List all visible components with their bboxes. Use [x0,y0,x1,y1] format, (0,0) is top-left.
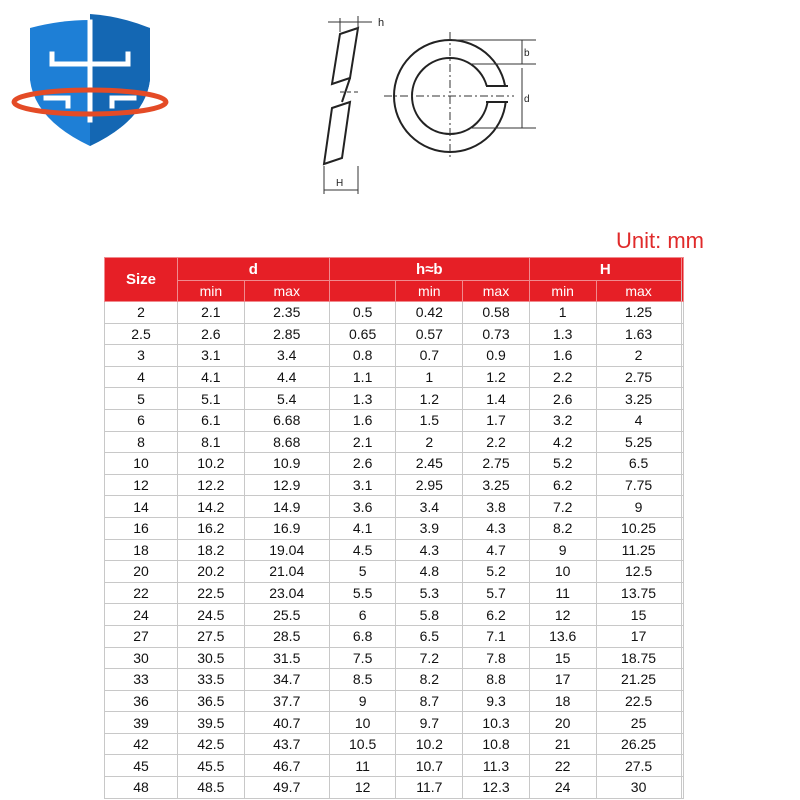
table-row [105,690,684,712]
cell-h-nominal: 8.5 [329,669,396,691]
washer-technical-drawing [300,8,550,198]
cell-H-min: 1.6 [529,345,596,367]
cell-H-max: 1.63 [596,323,681,345]
table-row [105,323,684,345]
cell-size: 30 [105,647,178,669]
cell-H-min: 15 [529,647,596,669]
cell-blank [681,647,683,669]
cell-h-nominal: 4.5 [329,539,396,561]
cell-d-max: 43.7 [244,733,329,755]
cell-H-min: 1.3 [529,323,596,345]
cell-blank [681,496,683,518]
cell-H-max: 25 [596,712,681,734]
cell-d-min: 2.1 [178,302,245,324]
cell-size: 12 [105,474,178,496]
cell-h-max: 9.3 [463,690,530,712]
cell-d-min: 3.1 [178,345,245,367]
header-blank [681,258,683,302]
cell-size: 10 [105,453,178,475]
cell-h-max: 3.25 [463,474,530,496]
cell-H-min: 17 [529,669,596,691]
cell-h-min: 4.3 [396,539,463,561]
cell-d-max: 2.85 [244,323,329,345]
cell-H-max: 3.25 [596,388,681,410]
cell-H-min: 20 [529,712,596,734]
cell-h-min: 8.2 [396,669,463,691]
table-row [105,388,684,410]
cell-h-max: 4.7 [463,539,530,561]
cell-h-nominal: 4.1 [329,517,396,539]
cell-size: 27 [105,625,178,647]
header-H: H [529,258,681,281]
cell-d-min: 20.2 [178,561,245,583]
cell-size: 48 [105,777,178,799]
table-row [105,604,684,626]
cell-d-min: 4.1 [178,366,245,388]
cell-blank [681,539,683,561]
cell-h-min: 0.42 [396,302,463,324]
cell-h-max: 10.3 [463,712,530,734]
cell-blank [681,733,683,755]
cell-size: 36 [105,690,178,712]
table-row [105,302,684,324]
cell-size: 3 [105,345,178,367]
cell-d-min: 42.5 [178,733,245,755]
cell-h-nominal: 6 [329,604,396,626]
cell-H-min: 8.2 [529,517,596,539]
cell-d-max: 2.35 [244,302,329,324]
table-row [105,582,684,604]
cell-h-max: 7.1 [463,625,530,647]
cell-blank [681,777,683,799]
cell-H-max: 2.75 [596,366,681,388]
cell-h-max: 1.7 [463,409,530,431]
cell-blank [681,345,683,367]
cell-H-min: 5.2 [529,453,596,475]
cell-d-min: 10.2 [178,453,245,475]
cell-d-max: 23.04 [244,582,329,604]
brand-shield-logo [10,10,170,150]
cell-blank [681,431,683,453]
cell-H-max: 4 [596,409,681,431]
cell-h-max: 8.8 [463,669,530,691]
cell-h-min: 6.5 [396,625,463,647]
cell-d-max: 6.68 [244,409,329,431]
cell-d-min: 16.2 [178,517,245,539]
cell-h-max: 3.8 [463,496,530,518]
subheader-d-min: min [178,281,245,302]
cell-h-min: 10.7 [396,755,463,777]
cell-H-max: 9 [596,496,681,518]
cell-size: 16 [105,517,178,539]
cell-H-max: 5.25 [596,431,681,453]
cell-h-nominal: 2.1 [329,431,396,453]
cell-h-min: 5.3 [396,582,463,604]
cell-size: 8 [105,431,178,453]
cell-H-max: 18.75 [596,647,681,669]
cell-H-min: 21 [529,733,596,755]
cell-d-max: 37.7 [244,690,329,712]
cell-d-max: 40.7 [244,712,329,734]
cell-size: 22 [105,582,178,604]
cell-h-min: 5.8 [396,604,463,626]
table-row [105,625,684,647]
cell-size: 39 [105,712,178,734]
cell-blank [681,474,683,496]
cell-H-max: 1.25 [596,302,681,324]
cell-size: 24 [105,604,178,626]
cell-h-max: 1.4 [463,388,530,410]
cell-size: 45 [105,755,178,777]
unit-label: Unit: mm [616,228,704,253]
cell-H-min: 12 [529,604,596,626]
cell-H-max: 17 [596,625,681,647]
cell-H-min: 10 [529,561,596,583]
cell-H-max: 26.25 [596,733,681,755]
cell-d-max: 31.5 [244,647,329,669]
cell-d-max: 25.5 [244,604,329,626]
label-h: h [378,17,385,29]
table-row [105,777,684,799]
cell-h-min: 1 [396,366,463,388]
cell-h-nominal: 0.5 [329,302,396,324]
cell-H-min: 18 [529,690,596,712]
cell-d-min: 14.2 [178,496,245,518]
cell-h-min: 9.7 [396,712,463,734]
cell-h-max: 7.8 [463,647,530,669]
cell-blank [681,604,683,626]
cell-h-min: 2.45 [396,453,463,475]
cell-blank [681,323,683,345]
table-row [105,409,684,431]
cell-d-min: 45.5 [178,755,245,777]
cell-h-max: 12.3 [463,777,530,799]
subheader-d-max: max [244,281,329,302]
cell-d-max: 16.9 [244,517,329,539]
cell-d-min: 33.5 [178,669,245,691]
cell-h-min: 0.7 [396,345,463,367]
subheader-H-min: min [529,281,596,302]
label-b: b [524,48,530,59]
cell-h-min: 11.7 [396,777,463,799]
table-row [105,496,684,518]
cell-size: 33 [105,669,178,691]
cell-H-min: 6.2 [529,474,596,496]
cell-blank [681,712,683,734]
cell-h-min: 8.7 [396,690,463,712]
table-row [105,345,684,367]
cell-d-min: 5.1 [178,388,245,410]
spec-table [104,257,684,799]
cell-h-max: 0.9 [463,345,530,367]
subheader-h-min: min [396,281,463,302]
cell-size: 14 [105,496,178,518]
cell-h-max: 0.58 [463,302,530,324]
cell-h-min: 3.9 [396,517,463,539]
cell-H-max: 22.5 [596,690,681,712]
table-row [105,453,684,475]
cell-d-max: 4.4 [244,366,329,388]
cell-H-max: 2 [596,345,681,367]
table-row [105,539,684,561]
cell-d-min: 27.5 [178,625,245,647]
cell-H-min: 11 [529,582,596,604]
header-h-b: h≈b [329,258,529,281]
cell-H-min: 13.6 [529,625,596,647]
cell-H-max: 30 [596,777,681,799]
cell-blank [681,625,683,647]
cell-d-max: 19.04 [244,539,329,561]
cell-H-max: 11.25 [596,539,681,561]
cell-h-max: 11.3 [463,755,530,777]
cell-size: 5 [105,388,178,410]
cell-H-max: 27.5 [596,755,681,777]
cell-h-min: 4.8 [396,561,463,583]
cell-H-max: 12.5 [596,561,681,583]
cell-d-min: 24.5 [178,604,245,626]
cell-h-nominal: 10.5 [329,733,396,755]
cell-h-max: 2.2 [463,431,530,453]
cell-h-max: 1.2 [463,366,530,388]
table-row [105,366,684,388]
cell-d-max: 14.9 [244,496,329,518]
cell-h-nominal: 9 [329,690,396,712]
cell-d-min: 22.5 [178,582,245,604]
cell-h-nominal: 3.1 [329,474,396,496]
cell-size: 2.5 [105,323,178,345]
table-row [105,561,684,583]
cell-h-min: 1.2 [396,388,463,410]
cell-d-max: 10.9 [244,453,329,475]
cell-size: 42 [105,733,178,755]
cell-h-min: 7.2 [396,647,463,669]
cell-H-min: 24 [529,777,596,799]
cell-d-min: 12.2 [178,474,245,496]
subheader-h-max: max [463,281,530,302]
cell-h-nominal: 7.5 [329,647,396,669]
cell-d-min: 18.2 [178,539,245,561]
cell-d-min: 6.1 [178,409,245,431]
cell-H-min: 4.2 [529,431,596,453]
cell-H-min: 22 [529,755,596,777]
cell-H-max: 13.75 [596,582,681,604]
cell-H-min: 3.2 [529,409,596,431]
cell-d-min: 8.1 [178,431,245,453]
table-row [105,712,684,734]
header-d: d [178,258,330,281]
cell-d-min: 2.6 [178,323,245,345]
cell-h-min: 1.5 [396,409,463,431]
cell-blank [681,669,683,691]
cell-blank [681,453,683,475]
cell-h-nominal: 3.6 [329,496,396,518]
subheader-h-blank [329,281,396,302]
cell-H-min: 9 [529,539,596,561]
cell-h-min: 3.4 [396,496,463,518]
table-row [105,669,684,691]
table-row [105,431,684,453]
table-row [105,647,684,669]
cell-H-max: 15 [596,604,681,626]
cell-h-min: 2.95 [396,474,463,496]
table-row [105,755,684,777]
label-d: d [524,94,530,105]
cell-d-min: 39.5 [178,712,245,734]
cell-h-nominal: 1.1 [329,366,396,388]
cell-H-min: 2.6 [529,388,596,410]
cell-blank [681,366,683,388]
cell-h-nominal: 2.6 [329,453,396,475]
subheader-H-max: max [596,281,681,302]
cell-H-min: 7.2 [529,496,596,518]
cell-h-min: 10.2 [396,733,463,755]
cell-h-nominal: 11 [329,755,396,777]
cell-blank [681,517,683,539]
table-row [105,517,684,539]
cell-h-max: 4.3 [463,517,530,539]
cell-d-max: 12.9 [244,474,329,496]
cell-h-max: 2.75 [463,453,530,475]
cell-h-max: 6.2 [463,604,530,626]
cell-h-max: 5.2 [463,561,530,583]
cell-size: 4 [105,366,178,388]
cell-d-min: 36.5 [178,690,245,712]
cell-h-max: 0.73 [463,323,530,345]
cell-blank [681,409,683,431]
cell-h-max: 5.7 [463,582,530,604]
cell-d-max: 21.04 [244,561,329,583]
cell-h-nominal: 1.3 [329,388,396,410]
cell-h-nominal: 0.8 [329,345,396,367]
cell-d-max: 34.7 [244,669,329,691]
cell-h-min: 2 [396,431,463,453]
cell-d-max: 5.4 [244,388,329,410]
cell-h-nominal: 5 [329,561,396,583]
cell-h-nominal: 6.8 [329,625,396,647]
cell-blank [681,690,683,712]
cell-size: 2 [105,302,178,324]
cell-h-nominal: 10 [329,712,396,734]
label-H: H [336,178,344,189]
cell-d-max: 3.4 [244,345,329,367]
cell-H-min: 2.2 [529,366,596,388]
cell-d-max: 49.7 [244,777,329,799]
cell-blank [681,582,683,604]
cell-h-min: 0.57 [396,323,463,345]
cell-d-max: 8.68 [244,431,329,453]
cell-h-nominal: 5.5 [329,582,396,604]
table-row [105,474,684,496]
cell-H-max: 6.5 [596,453,681,475]
cell-d-min: 48.5 [178,777,245,799]
cell-H-min: 1 [529,302,596,324]
cell-h-max: 10.8 [463,733,530,755]
cell-h-nominal: 1.6 [329,409,396,431]
cell-blank [681,388,683,410]
cell-H-max: 21.25 [596,669,681,691]
cell-size: 18 [105,539,178,561]
cell-size: 20 [105,561,178,583]
cell-blank [681,302,683,324]
cell-H-max: 7.75 [596,474,681,496]
cell-H-max: 10.25 [596,517,681,539]
cell-d-max: 46.7 [244,755,329,777]
table-row [105,733,684,755]
cell-size: 6 [105,409,178,431]
cell-h-nominal: 12 [329,777,396,799]
cell-d-min: 30.5 [178,647,245,669]
cell-h-nominal: 0.65 [329,323,396,345]
header-size: Size [105,258,178,302]
cell-blank [681,755,683,777]
cell-d-max: 28.5 [244,625,329,647]
cell-blank [681,561,683,583]
